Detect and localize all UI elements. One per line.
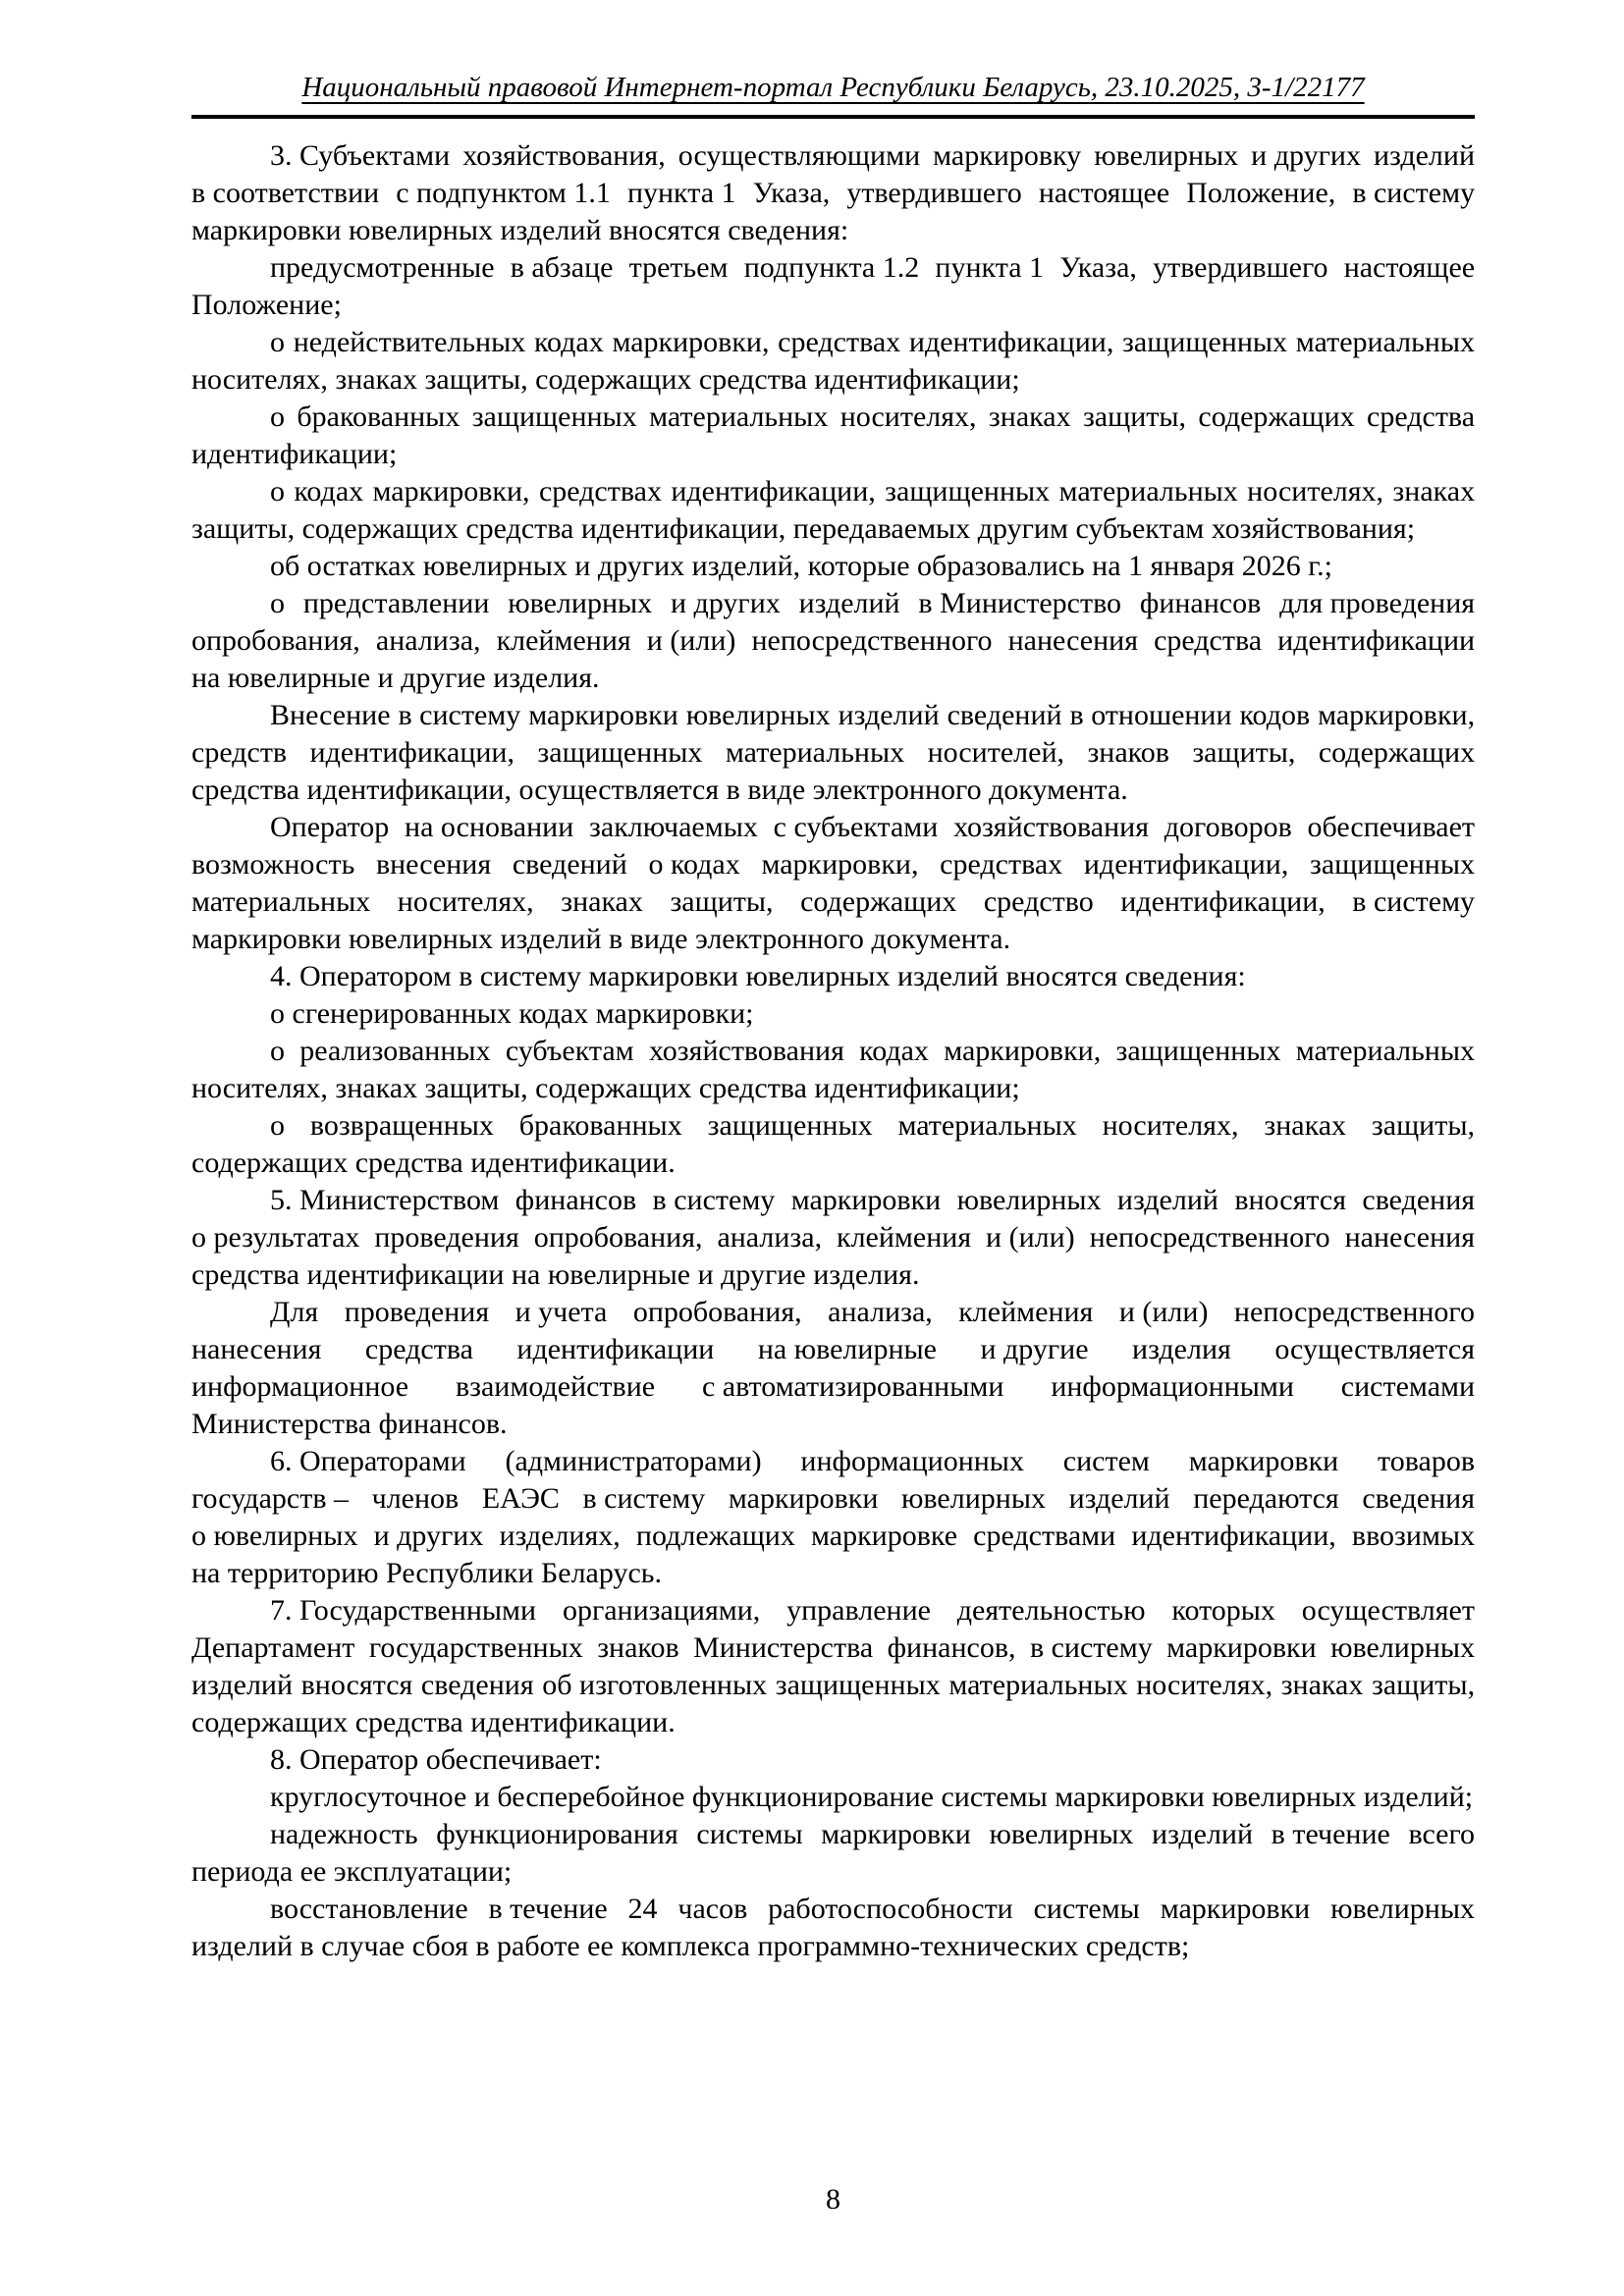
nobreak-word-group: и других bbox=[373, 1520, 484, 1552]
paragraph: о представлении ювелирных и других изделий в Министерство финансов для проведения опробования, анализа, клеймения и (или) непосредственного нанесения средства идентификации на ювелирные и другие изделия. bbox=[191, 585, 1475, 697]
nobreak-word-group: с автоматизированными bbox=[701, 1370, 1004, 1403]
nobreak-word-group: пункта 1 bbox=[935, 251, 1045, 284]
paragraph: о сгенерированных кодах маркировки; bbox=[270, 997, 754, 1030]
paragraph: предусмотренные в абзаце третьем подпункта 1.2 пункта 1 Указа, утвердившего настоящее Положение; bbox=[191, 251, 1476, 321]
paragraph: Для проведения и учета опробования, анализа, клеймения и (или) непосредственного нанесения средства идентификации на ювелирные и другие изделия осуществляется информационное взаимодействие с автоматизированными информационными системами Министерства финансов. bbox=[191, 1296, 1476, 1440]
nobreak-word-group: подпункта 1.2 bbox=[743, 251, 920, 284]
header-rule bbox=[191, 115, 1475, 119]
nobreak-word-group: 5. Министерством bbox=[270, 1184, 500, 1216]
nobreak-word-group: в систему bbox=[652, 1184, 776, 1216]
nobreak-word-group: и (или) bbox=[646, 624, 736, 657]
nobreak-word-group: в соответствии bbox=[191, 177, 380, 209]
nobreak-word-group: и другие bbox=[980, 1333, 1089, 1365]
nobreak-word-group: 6. Операторами bbox=[270, 1445, 466, 1477]
nobreak-word-group: пункта 1 bbox=[626, 177, 736, 209]
nobreak-word-group: с субъектами bbox=[773, 811, 939, 843]
paragraph: восстановление в течение 24 часов работоспособности системы маркировки ювелирных изделий в случае сбоя в работе ее комплекса программно-технических средств; bbox=[191, 1891, 1475, 1965]
paragraph: Внесение в систему маркировки ювелирных изделий сведений в отношении кодов маркировки, средств идентификации, защищенных материальных носителей, знаков защиты, содержащих средства идентификации, осуществляется в виде электронного документа. bbox=[191, 697, 1475, 809]
nobreak-word-group: 4. Оператором bbox=[270, 960, 452, 992]
nobreak-word-group: в систему bbox=[398, 699, 521, 731]
paragraph: круглосуточное и бесперебойное функционирование системы маркировки ювелирных изделий; bbox=[191, 1779, 1475, 1816]
nobreak-word-group: на ювелирные bbox=[191, 662, 371, 694]
paragraph: 4. Оператором в систему маркировки ювелирных изделий вносятся сведения: bbox=[191, 958, 1475, 995]
nobreak-word-group: в виде bbox=[726, 774, 806, 806]
paragraph: 3. Субъектами хозяйствования, осуществляющими маркировку ювелирных и других изделий в соответствии с подпунктом 1.1 пункта 1 Указа, утвердившего настоящее Положение, в систему маркировки ювелирных изделий вносятся сведения: bbox=[191, 139, 1476, 246]
paragraph: о недействительных кодах маркировки, средствах идентификации, защищенных материальных носителях, знаках защиты, содержащих средства идентификации; bbox=[191, 326, 1476, 396]
nobreak-word-group: 8. Оператор bbox=[270, 1743, 419, 1776]
nobreak-word-group: в течение bbox=[488, 1893, 608, 1925]
nobreak-word-group: и (или) bbox=[1118, 1296, 1209, 1328]
nobreak-word-group: в систему bbox=[582, 1482, 706, 1515]
nobreak-word-group: и другие bbox=[377, 662, 486, 694]
paragraph: 8. Оператор обеспечивает: bbox=[191, 1741, 1475, 1779]
paragraph: о реализованных субъектам хозяйствования кодах маркировки, защищенных материальных носителях, знаках защиты, содержащих средства идентификации; bbox=[191, 1035, 1476, 1104]
nobreak-word-group: в систему bbox=[1029, 1631, 1153, 1664]
nobreak-word-group: в систему bbox=[459, 960, 581, 992]
nobreak-word-group: в случае bbox=[299, 1930, 406, 1962]
nobreak-word-group: и других bbox=[670, 587, 781, 619]
paragraph: об остатках ювелирных и других изделий, которые образовались на 1 января 2026 г.; bbox=[191, 548, 1475, 585]
portal-header-text: Национальный правовой Интернет-портал Республики Беларусь, 23.10.2025, 3-1/22177 bbox=[301, 72, 1365, 103]
nobreak-word-group: о ювелирных bbox=[191, 1520, 358, 1552]
nobreak-word-group: в систему bbox=[1352, 885, 1476, 918]
paragraph: Оператор на основании заключаемых с субъектами хозяйствования договоров обеспечивает возможность внесения сведений о кодах маркировки, средствах идентификации, защищенных материальных носителях, знаках защиты, содержащих средство идентификации, в систему маркировки ювелирных изделий в виде электронного документа. bbox=[191, 809, 1475, 958]
nobreak-word-group: 2026 г.; bbox=[1241, 550, 1333, 582]
paragraph: надежность функционирования системы маркировки ювелирных изделий в течение всего периода ее эксплуатации; bbox=[191, 1818, 1476, 1888]
nobreak-word-group: в работе bbox=[475, 1930, 580, 1962]
nobreak-word-group: и других bbox=[574, 550, 685, 582]
nobreak-word-group: о результатах bbox=[191, 1221, 360, 1254]
nobreak-word-group: с подпунктом 1.1 bbox=[396, 177, 611, 209]
nobreak-word-group: в виде bbox=[609, 923, 688, 955]
page-number: 8 bbox=[826, 2183, 840, 2216]
nobreak-word-group: в абзаце bbox=[510, 251, 614, 284]
nobreak-word-group: и (или) bbox=[986, 1221, 1075, 1254]
paragraph: о кодах маркировки, средствах идентификации, защищенных материальных носителях, знаках защиты, содержащих средства идентификации, передаваемых другим субъектам хозяйствования; bbox=[191, 475, 1476, 545]
nobreak-word-group: 3. Субъектами bbox=[270, 139, 451, 172]
nobreak-word-group: о кодах bbox=[648, 848, 740, 881]
nobreak-word-group: и учета bbox=[514, 1296, 608, 1328]
nobreak-word-group: в течение bbox=[1271, 1818, 1390, 1850]
paragraph: о бракованных защищенных материальных носителях, знаках защиты, содержащих средства идентификации; bbox=[191, 400, 1476, 470]
paragraph: о возвращенных бракованных защищенных материальных носителях, знаках защиты, содержащих средства идентификации. bbox=[191, 1109, 1475, 1179]
nobreak-word-group: и других bbox=[1251, 139, 1361, 172]
nobreak-word-group: в Министерство bbox=[918, 587, 1122, 619]
nobreak-word-group: государств – bbox=[191, 1482, 350, 1515]
nobreak-word-group: на основании bbox=[405, 811, 574, 843]
nobreak-word-group: в отношении bbox=[1069, 699, 1232, 731]
paragraph: 6. Операторами (администраторами) информационных систем маркировки товаров государств – членов ЕАЭС в систему маркировки ювелирных изделий передаются сведения о ювелирных и других изделиях, подлежащих маркировке средствами идентификации, ввозимых на территорию Республики Беларусь. bbox=[191, 1443, 1475, 1592]
document-body bbox=[191, 137, 1475, 1965]
nobreak-word-group: об изготовленных bbox=[542, 1669, 768, 1701]
nobreak-word-group: на ювелирные bbox=[757, 1333, 937, 1365]
nobreak-word-group: на 1 января bbox=[1092, 550, 1235, 582]
nobreak-word-group: и другие bbox=[697, 1258, 806, 1291]
nobreak-word-group: для проведения bbox=[1279, 587, 1476, 619]
page-footer bbox=[191, 2181, 1475, 2218]
paragraph: 5. Министерством финансов в систему маркировки ювелирных изделий вносятся сведения о результатах проведения опробования, анализа, клеймения и (или) непосредственного нанесения средства идентификации на ювелирные и другие изделия. bbox=[191, 1182, 1475, 1294]
nobreak-word-group: в систему bbox=[1352, 177, 1476, 209]
nobreak-word-group: и бесперебойное bbox=[473, 1781, 685, 1813]
nobreak-word-group: на территорию bbox=[191, 1557, 379, 1589]
nobreak-word-group: 7. Государственными bbox=[270, 1594, 537, 1627]
paragraph: 7. Государственными организациями, управление деятельностью которых осуществляет Департамент государственных знаков Министерства финансов, в систему маркировки ювелирных изделий вносятся сведения об изготовленных защищенных материальных носителях, знаках защиты, содержащих средства идентификации. bbox=[191, 1594, 1476, 1738]
nobreak-word-group: на ювелирные bbox=[511, 1258, 691, 1291]
document-header bbox=[191, 71, 1475, 104]
